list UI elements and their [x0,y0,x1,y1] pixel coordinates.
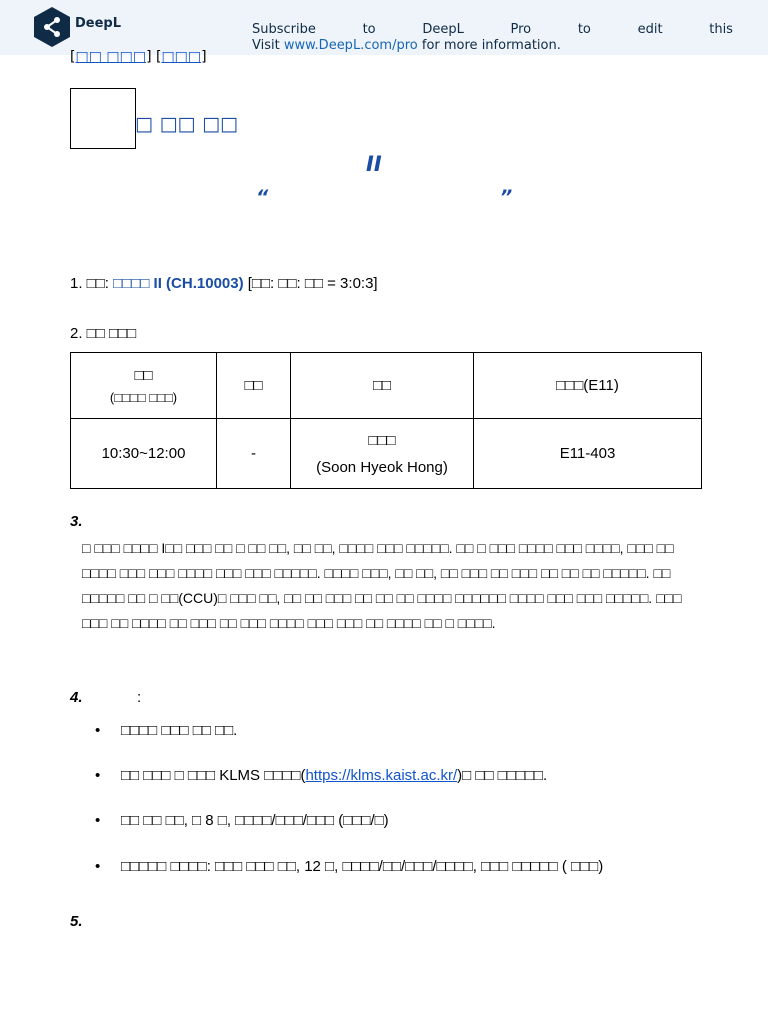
table-row [71,419,702,489]
subtitle-close-quote: ” [500,186,513,208]
deepl-logo-icon [33,6,71,48]
table-cell-instructor [291,419,474,489]
course-level-heading: II [366,152,382,176]
section-3-number: 3. [70,513,83,530]
table-cell-dash: - [217,419,291,489]
section-4-number: 4. [70,689,83,706]
nav-link-2[interactable]: □□□ [161,49,202,65]
instructor-name-en: (Soon Hyeok Hong) [316,458,448,476]
header-time: □□ [134,366,153,384]
subscribe-message [252,22,733,37]
subscribe-word: to [362,22,376,37]
bracket: ] [201,49,207,65]
table-cell-time: 10:30~12:00 [71,419,217,489]
visit-suffix: for more information. [421,38,561,53]
subscribe-word: to [577,22,591,37]
table-header-cell: □□ [291,353,474,419]
course-info-line [70,275,378,292]
list-item: □□□□□ □□□□: □□□ □□□ □□, 12 □, □□□□/□□/□□□/□□□□, □□□ □□□□□ ( □□□) [121,858,604,875]
image-placeholder [70,88,136,149]
document-heading: □ □□ □□ [135,113,238,135]
subscribe-word: this [709,22,733,37]
bullet-dot: • [95,858,101,875]
schedule-table [70,352,702,489]
course-credits: [□□: □□: □□ = 3:0:3] [243,275,378,292]
subscribe-word: DeepL [422,22,464,37]
table-header-row [71,353,702,419]
visit-message [252,38,561,53]
course-label: 1. □□: [70,275,114,292]
bullet-dot: • [95,812,101,829]
list-item: □□□□ □□□ □□ □□. [121,722,238,739]
table-header-cell: □□ [217,353,291,419]
deepl-logo-text: DeepL [75,16,122,31]
list-item [121,761,701,790]
course-description: □ □□□ □□□□ I□□ □□□ □□ □ □□ □□, □□ □□, □□□□ □□□ □□□□□. □□ □ □□□ □□□□ □□□ □□□□, □□□ □□ □□□□ □□□ □□□ □□□□ □□□ □□□ □□□□□. □□□□ □□□, □□ □□, □□ □□□ □□ □□□ □□ □□ □□ □□□□□. □□ □□□□□ □□ □ □□(CCU)□ □□□ □□, □□ □□ □□□ □□ □□ □□ □□□□ □□□□□□ □□□□ □□□ □□□ □□□□□. □□□ □□□ □□ □□□□ □□ □□□ □□ □□□ □□□□ □□□ □□□ □□ □□□□ □□ □ □□□□. [82,540,682,631]
section-4-colon: : [137,689,142,706]
subscribe-word: edit [637,22,663,37]
list-item: □□ □□ □□, □ 8 □, □□□□/□□□/□□□ (□□□/□) [121,812,389,829]
klms-text: □□ □□□ □ □□□ KLMS □□□□( [121,767,306,784]
klms-text-end: )□ □□ □□□□□. [457,767,548,784]
klms-link[interactable]: https://klms.kaist.ac.kr/ [305,767,458,784]
section-5-number: 5. [70,913,83,930]
deepl-banner [0,0,768,55]
subscribe-word: Subscribe [252,22,316,37]
bullet-dot: • [95,767,101,784]
header-time-sub: (□□□□ □□□) [109,389,178,405]
nav-link-1[interactable]: □□ □□□ [75,49,147,65]
bracket: [ [70,49,76,65]
bracket: ] [ [146,49,162,65]
table-cell-room: E11-403 [474,419,702,489]
course-code: □□□□ II (CH.10003) [113,275,244,292]
schedule-label: 2. □□ □□□ [70,325,137,342]
instructor-name: □□□ [368,431,396,449]
deepl-pro-link[interactable]: www.DeepL.com/pro [283,38,418,53]
visit-prefix: Visit [252,38,280,53]
top-nav-links [70,49,207,65]
table-header-cell [71,353,217,419]
subscribe-word: Pro [510,22,532,37]
table-header-cell: □□□(E11) [474,353,702,419]
subtitle-open-quote: “ [256,186,269,208]
bullet-dot: • [95,722,101,739]
